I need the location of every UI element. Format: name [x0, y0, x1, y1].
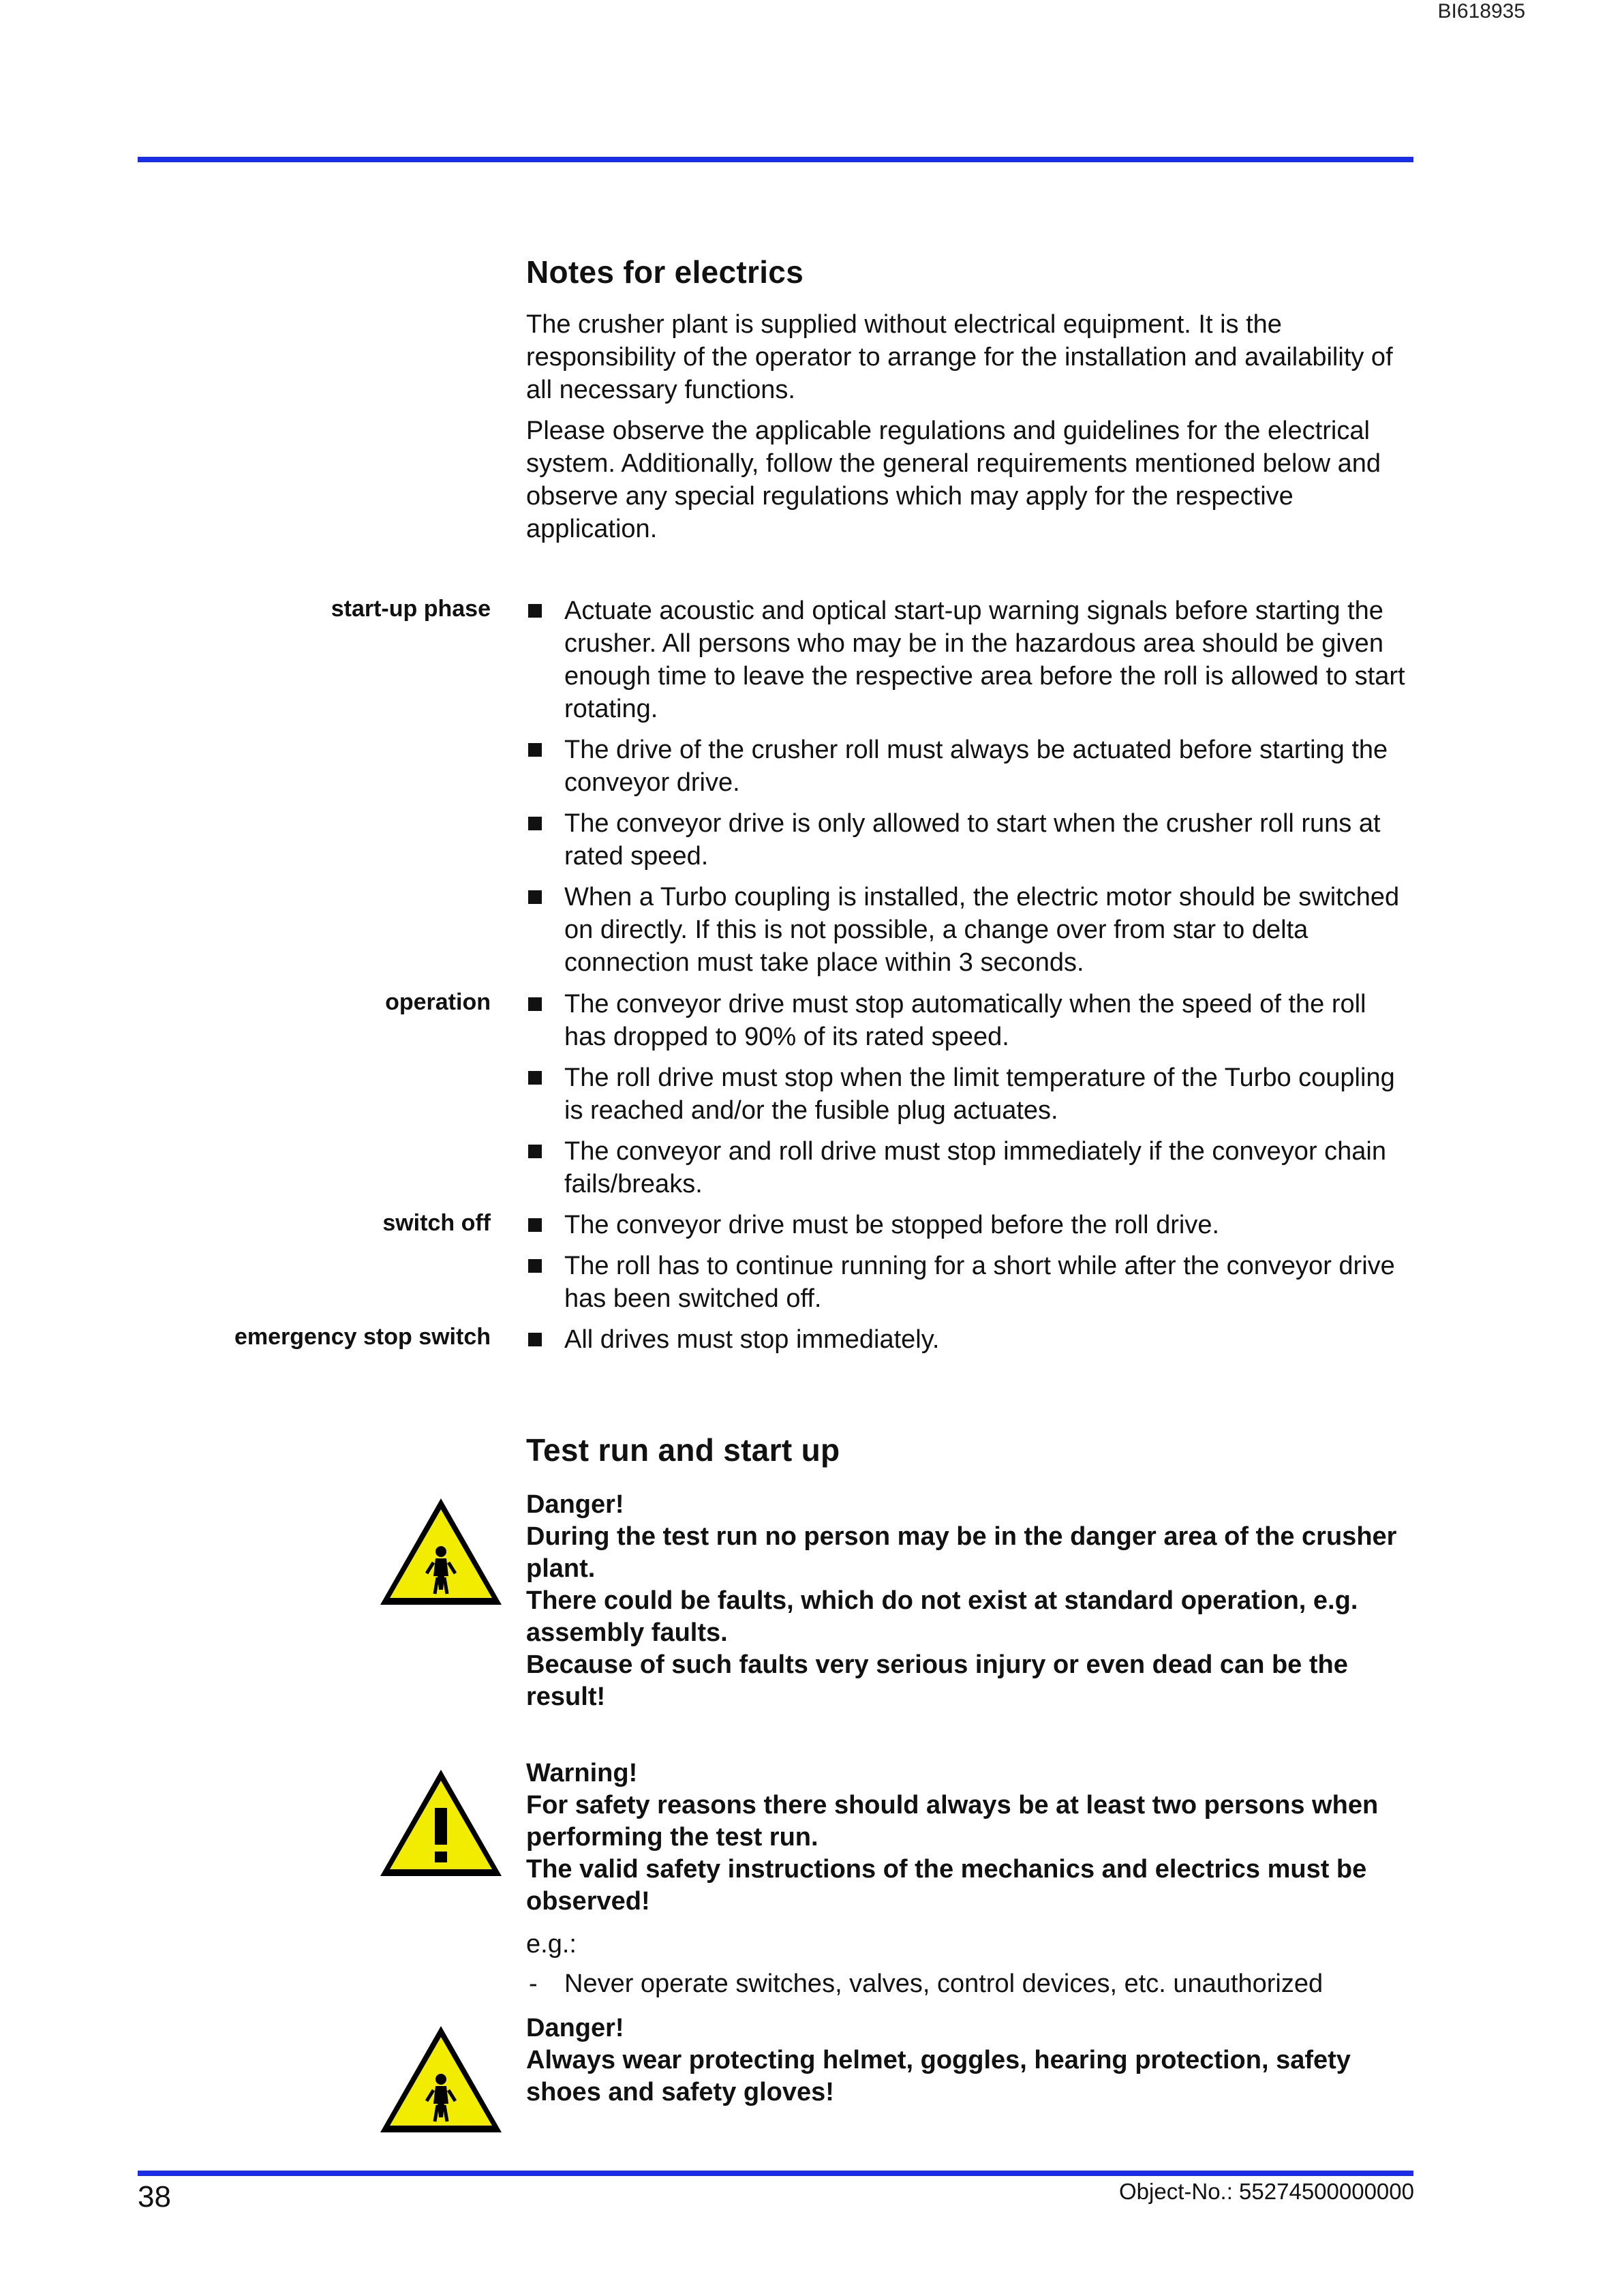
object-number: Object-No.: 55274500000000 [1119, 2179, 1414, 2204]
side-label-startup-phase: start-up phase [331, 596, 491, 622]
page-number: 38 [138, 2180, 171, 2214]
bullet-square-icon [528, 604, 542, 618]
document-id: BI618935 [1437, 0, 1525, 22]
list-item: The conveyor drive is only allowed to start when the crusher roll runs at rated speed. [526, 807, 1412, 873]
list-item: The conveyor drive must stop automatically when the speed of the roll has dropped to 90% of its rated speed. [526, 988, 1412, 1053]
exclamation-triangle-icon [376, 1766, 506, 1880]
list-item: The drive of the crusher roll must always be actuated before starting the conveyor drive. [526, 734, 1412, 799]
bullet-square-icon [528, 890, 542, 904]
warning-heading: Warning! [526, 1759, 638, 1787]
danger-heading-2: Danger! [526, 2014, 624, 2042]
warning-text-a: For safety reasons there should always be at least two persons when performing the test run. [526, 1791, 1379, 1852]
side-label-operation: operation [385, 989, 491, 1015]
hazard-person-triangle-icon [376, 2022, 506, 2136]
list-item: - Never operate switches, valves, control devices, etc. unauthorized [529, 1969, 1323, 1998]
example-label: e.g.: [526, 1930, 577, 1959]
warning-text-b: The valid safety instructions of the mechanics and electrics must be observed! [526, 1855, 1367, 1916]
header-rule [138, 157, 1413, 162]
list-item: When a Turbo coupling is installed, the electric motor should be switched on directly. If this is not possible, a change over from star to delta connection must take place within 3 seconds. [526, 881, 1412, 979]
bullet-square-icon [528, 1145, 542, 1158]
list-item: The roll drive must stop when the limit temperature of the Turbo coupling is reached and/or the fusible plug actuates. [526, 1061, 1412, 1127]
bullet-square-icon [528, 1071, 542, 1085]
list-item: The conveyor drive must be stopped before the roll drive. [526, 1209, 1412, 1241]
side-label-switch-off: switch off [382, 1210, 491, 1236]
bullet-square-icon [528, 743, 542, 757]
bullet-square-icon [528, 1259, 542, 1273]
section-title-test-run: Test run and start up [526, 1432, 840, 1468]
list-item: Actuate acoustic and optical start-up warning signals before starting the crusher. All persons who may be in the hazardous area should be given enough time to leave the respective area before the roll is allowed to start rotating. [526, 594, 1412, 725]
list-item: The roll has to continue running for a short while after the conveyor drive has been switched off. [526, 1250, 1412, 1315]
footer-rule [138, 2171, 1413, 2176]
list-item: The conveyor and roll drive must stop immediately if the conveyor chain fails/breaks. [526, 1135, 1412, 1200]
danger-text-1b: There could be faults, which do not exist at standard operation, e.g. assembly faults. [526, 1586, 1358, 1647]
list-item: All drives must stop immediately. [526, 1323, 1412, 1356]
danger-text-1a: During the test run no person may be in the danger area of the crusher plant. [526, 1522, 1397, 1583]
bullet-square-icon [528, 1218, 542, 1232]
notes-paragraph-1: The crusher plant is supplied without electrical equipment. It is the responsibility of the operator to arrange for the installation and availability of all necessary functions. [526, 310, 1393, 404]
section-title-notes-electrics: Notes for electrics [526, 254, 804, 290]
side-label-emergency-stop-switch: emergency stop switch [234, 1324, 491, 1350]
danger-text-1c: Because of such faults very serious injury or even dead can be the result! [526, 1650, 1348, 1711]
bullet-square-icon [528, 997, 542, 1011]
notes-paragraph-2: Please observe the applicable regulations and guidelines for the electrical system. Additionally, follow the general requirements mentioned below and observe any special regulations which may apply for the respective application. [526, 417, 1381, 543]
hazard-person-triangle-icon [376, 1494, 506, 1609]
danger-text-2: Always wear protecting helmet, goggles, hearing protection, safety shoes and safety gloves! [526, 2046, 1351, 2106]
bullet-square-icon [528, 817, 542, 830]
bullet-square-icon [528, 1333, 542, 1346]
danger-heading-1: Danger! [526, 1490, 624, 1519]
